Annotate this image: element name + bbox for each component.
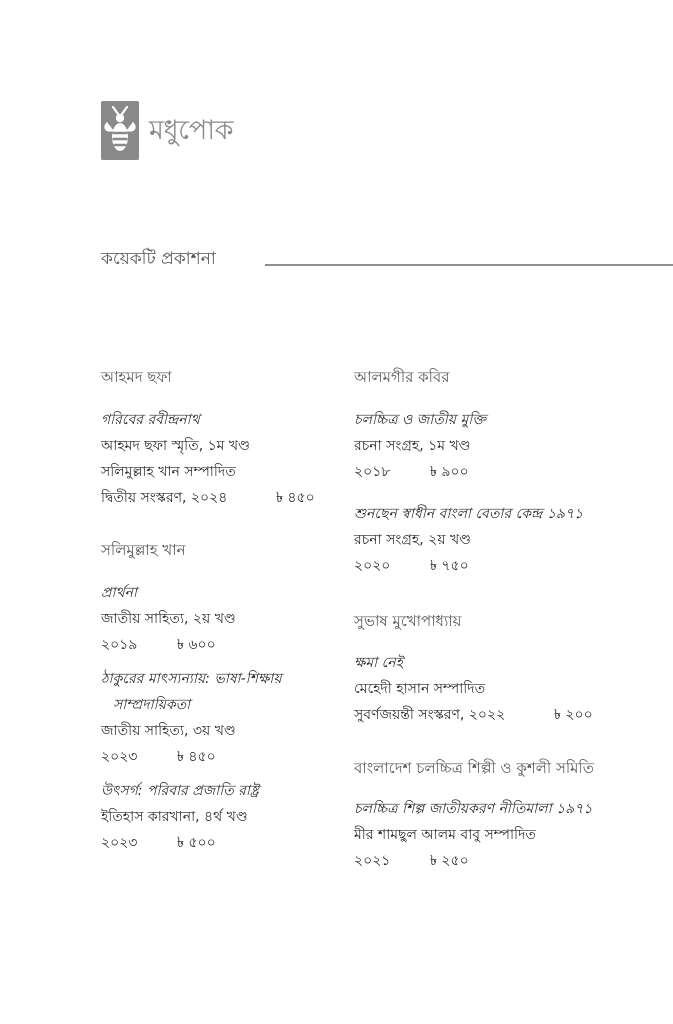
author-name: আলমগীর কবির <box>354 368 450 386</box>
book-edition: সুবর্ণজয়ন্তী সংস্করণ, ২০২২ <box>354 707 506 723</box>
book-title: শুনছেন স্বাধীন বাংলা বেতার কেন্দ্র ১৯৭১ <box>354 506 584 522</box>
book-series: রচনা সংগ্রহ, ১ম খণ্ড <box>354 438 471 454</box>
book-price: ৳ ৫০০ <box>177 835 216 851</box>
book-meta <box>354 702 654 728</box>
book-title: চলচ্চিত্র শিল্প জাতীয়করণ নীতিমালা ১৯৭১ <box>354 801 593 817</box>
book-series: জাতীয় সাহিত্য, ২য় খণ্ড <box>101 611 236 627</box>
book-meta <box>354 459 654 485</box>
book-price: ৳ ৬০০ <box>177 637 216 653</box>
book-series: আহমদ ছফা স্মৃতি, ১ম খণ্ড <box>101 438 250 454</box>
book-edition: ২০২৩ <box>101 749 138 765</box>
book-edition: ২০২০ <box>354 558 391 574</box>
book-title: গরিবের রবীন্দ্রনাথ <box>101 412 200 428</box>
book-meta <box>101 744 351 770</box>
book-series: রচনা সংগ্রহ, ২য় খণ্ড <box>354 532 472 548</box>
book-title <box>101 666 351 718</box>
book-edition: ২০১৯ <box>101 637 138 653</box>
book-meta <box>354 553 654 579</box>
book-edition: ২০২৩ <box>101 835 138 851</box>
book-title: ক্ষমা নেই <box>354 655 403 671</box>
book-title: প্রার্থনা <box>101 585 137 601</box>
book-price: ৳ ৯০০ <box>430 464 469 480</box>
book-price: ৳ ৪৫০ <box>177 749 216 765</box>
book-title: চলচ্চিত্র ও জাতীয় মুক্তি <box>354 412 486 428</box>
section-title: কয়েকটি প্রকাশনা <box>101 249 216 269</box>
book-edition: ২০১৮ <box>354 464 391 480</box>
book-price: ৳ ২০০ <box>554 707 593 723</box>
book-title-line: সাম্প্রদায়িকতা <box>113 697 191 713</box>
book-editor: মেহেদী হাসান সম্পাদিত <box>354 681 486 697</box>
book-price: ৳ ২৫০ <box>430 853 469 869</box>
book-entry <box>101 580 351 658</box>
book-entry <box>101 666 351 770</box>
book-editor: মীর শামছুল আলম বাবু সম্পাদিত <box>354 827 536 843</box>
author-name: সলিমুল্লাহ খান <box>101 541 186 559</box>
right-column <box>354 367 654 874</box>
book-meta <box>101 485 351 511</box>
publisher-logo <box>101 101 233 160</box>
publisher-name: মধুপোক <box>149 115 234 146</box>
book-meta <box>101 830 351 856</box>
book-edition: ২০২১ <box>354 853 391 869</box>
book-editor: সলিমুল্লাহ খান সম্পাদিত <box>101 464 236 480</box>
book-entry <box>354 407 654 485</box>
section-divider <box>265 264 673 266</box>
book-meta <box>354 848 654 874</box>
book-edition: দ্বিতীয় সংস্করণ, ২০২৪ <box>101 490 228 506</box>
book-entry <box>101 407 351 511</box>
book-entry <box>354 650 654 728</box>
author-name: সুভাষ মুখোপাধ্যায় <box>354 612 462 630</box>
book-entry <box>354 796 654 874</box>
book-title-line: ঠাকুরের মাৎস্যন্যায়: ভাষা-শিক্ষায় <box>101 671 282 687</box>
book-price: ৳ ৭৫০ <box>430 558 469 574</box>
author-name: আহমদ ছফা <box>101 368 172 386</box>
bee-icon <box>101 101 139 160</box>
book-meta <box>101 632 351 658</box>
book-series: ইতিহাস কারখানা, ৪র্থ খণ্ড <box>101 809 248 825</box>
book-entry <box>354 501 654 579</box>
left-column <box>101 367 351 856</box>
book-price: ৳ ৪৫০ <box>276 490 315 506</box>
book-series: জাতীয় সাহিত্য, ৩য় খণ্ড <box>101 723 236 739</box>
book-title: উৎসর্গ: পরিবার প্রজাতি রাষ্ট্র <box>101 783 259 799</box>
author-name: বাংলাদেশ চলচ্চিত্র শিল্পী ও কুশলী সমিতি <box>354 759 595 777</box>
book-entry <box>101 778 351 856</box>
